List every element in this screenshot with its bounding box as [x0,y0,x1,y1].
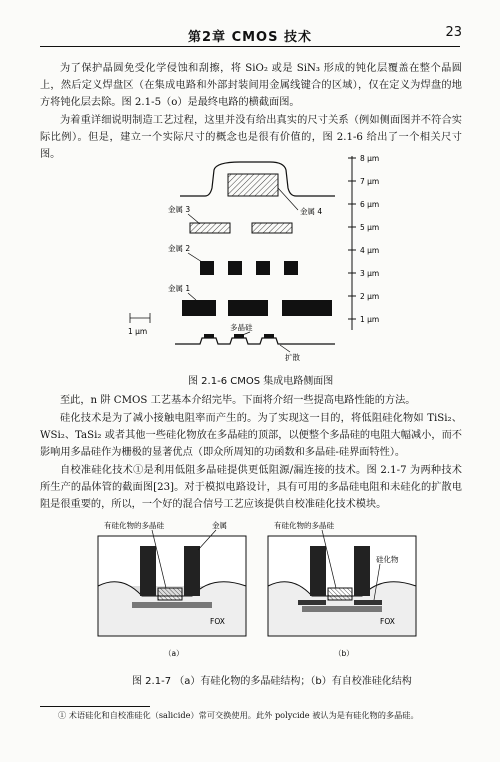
figure-217b [262,516,422,664]
header-rule [40,46,460,47]
label-poly-with-silicide: 有硅化物的多晶硅 [104,521,164,530]
poly-gate-2 [234,334,244,338]
sublabel-b: （b） [334,649,354,658]
metal-plug-right-b [354,546,370,596]
metal1-block-right [282,300,332,316]
ruler-label-5um: 5 μm [360,223,380,232]
label-diffusion: 扩散 [285,353,300,362]
label-silicide: 硅化物 [376,555,399,564]
figure-216-caption: 图 2.1-6 CMOS 集成电路侧面图 [188,376,334,387]
metal2-block-4 [284,261,298,275]
cmos-side-view-figure [110,148,410,363]
metal2-block-1 [200,261,214,275]
chapter-title: 第2章 CMOS 技术 [188,30,312,45]
poly-silicide-gate [158,588,182,600]
figure-217a [92,516,252,664]
ruler-label-3um: 3 μm [360,269,380,278]
paragraph-silicide: 硅化技术是为了减小接触电阻率而产生的。为了实现这一目的，将低阻硅化物如 TiSi₂、WSi₂、TaSi₂ 或者其他一些硅化物放在多晶硅的顶部，以便整个多晶硅的电阻大幅减小，而不影响用多晶硅作为栅极的显著优点（即众所周知的功函数和多晶硅-硅界面特性）。 [40,413,462,458]
label-metal2: 金属 2 [168,244,191,253]
label-poly-with-silicide-b: 有硅化物的多晶硅 [274,521,334,530]
substrate-surface [175,338,335,344]
ruler-label-2um: 2 μm [360,292,380,301]
metal1-block-mid [228,300,268,316]
scale-label: 1 μm [128,327,148,336]
fox-label-b: FOX [380,617,395,626]
fox-label-a: FOX [210,617,225,626]
figure-217-caption: 图 2.1-7 （a）有硅化物的多晶硅结构；（b）有自校准硅化结构 [132,676,412,687]
footnote-rule [40,706,150,707]
salicide-gate [328,588,352,600]
ruler-label-6um: 6 μm [360,200,380,209]
metal2-block-3 [256,261,270,275]
label-poly: 多晶硅 [230,323,253,332]
ruler-label-1um: 1 μm [360,315,380,324]
label-metal3: 金属 3 [168,205,191,214]
metal-plug-right [184,546,200,596]
label-metal4: 金属 4 [300,207,323,216]
metal3-block-left [190,223,230,233]
page-header [0,22,500,48]
footnote: ① 术语硅化和自校准硅化（salicide）常可交换使用。此外 polycide 被认为是有硅化物的多晶硅。 [58,710,419,720]
sublabel-a: （a） [164,649,184,658]
metal3-block-right [252,223,292,233]
label-metal: 金属 [212,521,227,530]
paragraph-nwell-summary: 至此，n 阱 CMOS 工艺基本介绍完毕。下面将介绍一些提高电路性能的方法。 [60,395,416,406]
label-metal1: 金属 1 [168,284,191,293]
poly-gate-3 [264,334,274,338]
ruler-label-4um: 4 μm [360,246,380,255]
metal2-block-2 [228,261,242,275]
metal-plug-left [140,546,156,596]
metal4-block [228,174,278,196]
metal-plug-left-b [310,546,326,596]
ruler-label-8um: 8 μm [360,154,380,163]
poly-gate-1 [204,334,214,338]
paragraph-passivation: 为了保护晶圆免受化学侵蚀和刮擦，将 SiO₂ 或是 SiN₃ 形成的钝化层覆盖在整个晶圆上，然后定义焊盘区（在集成电路和外部封装间用金属线键合的区域），仅在定义为焊盘的地方将钝化层去除。图 2.1-5（o）是最终电路的横截面图。 [40,63,462,108]
paragraph-dimensions: 为着重详细说明制造工艺过程，这里并没有给出真实的尺寸关系（例如侧面图并不符合实际比例）。但是，建立一个实际尺寸的概念也是很有价值的，图 2.1-6 给出了一个相关尺寸图。 [40,115,462,160]
metal1-block-left [182,300,216,316]
page-number: 23 [445,25,462,40]
ruler-label-7um: 7 μm [360,177,380,186]
paragraph-salicide: 自校准硅化技术①是利用低阻多晶硅提供更低阻源/漏连接的技术。图 2.1-7 为两种技术所生产的晶体管的截面图[23]。对于模拟电路设计，具有可用的多晶硅电阻和未硅化的扩散电阻是很重要的，所以，一个好的混合信号工艺应该提供自校准硅化技术模块。 [40,465,462,510]
